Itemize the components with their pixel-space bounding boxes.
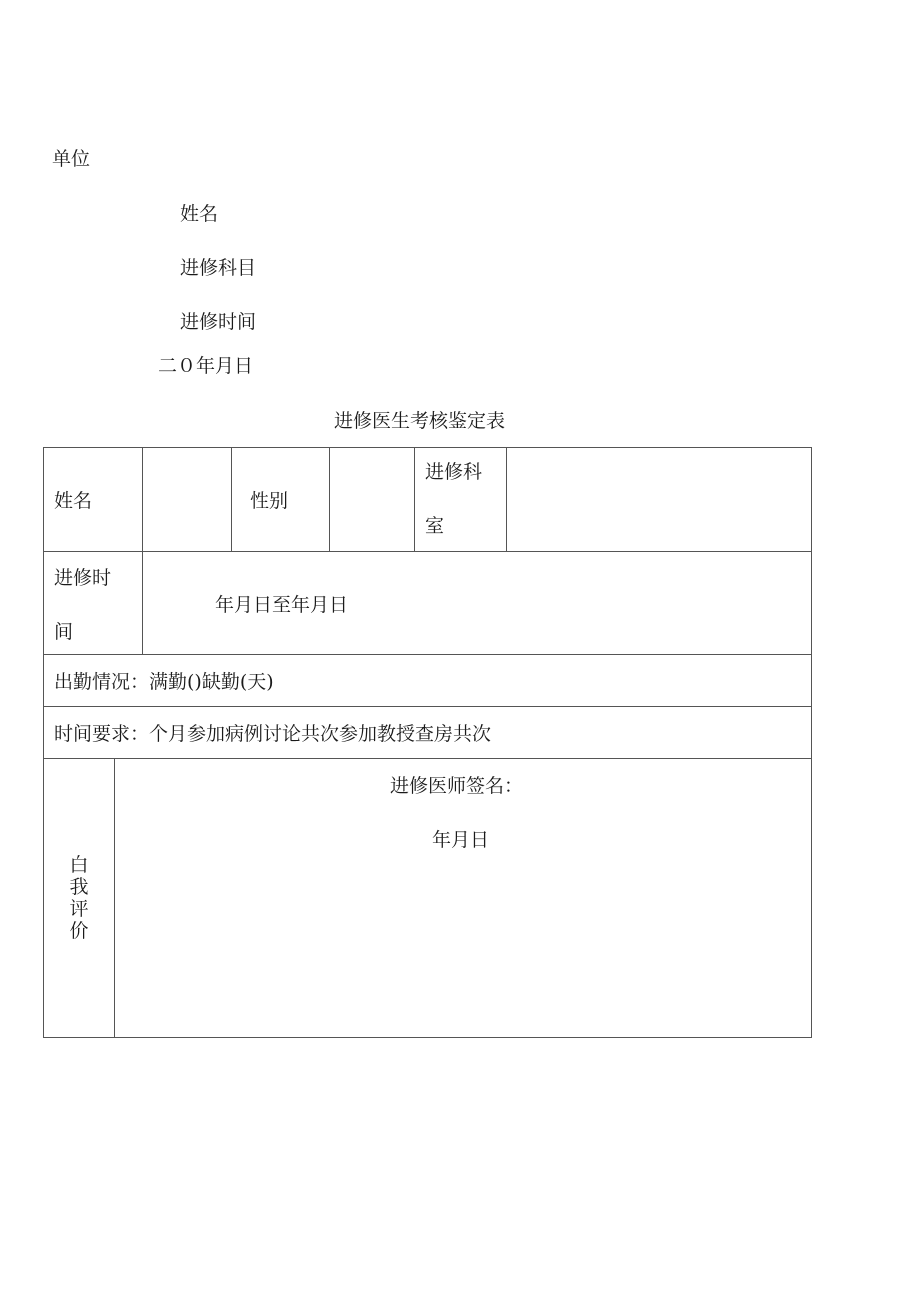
gender-value-cell[interactable] <box>330 448 415 552</box>
table-period-label-1: 进修时 <box>54 567 112 589</box>
self-eval-char-3: 评 <box>69 898 89 920</box>
period-label: 进修时间 <box>180 311 257 333</box>
table-period-label-2: 间 <box>54 621 74 643</box>
self-eval-label-cell <box>44 759 115 1038</box>
unit-label: 单位 <box>52 148 91 170</box>
row-basic-info <box>44 448 812 552</box>
signature-label: 进修医师签名： <box>390 775 524 797</box>
gender-header-cell <box>232 448 330 552</box>
dept-header-cell <box>415 448 507 552</box>
time-requirement-text: 时间要求：个月参加病例讨论共次参加教授查房共次 <box>54 723 492 745</box>
table-dept-label-2: 室 <box>425 515 445 537</box>
row-self-evaluation <box>44 759 812 1038</box>
table-name-label: 姓名 <box>54 490 93 512</box>
period-header-cell <box>44 552 143 655</box>
time-requirement-cell[interactable] <box>44 707 812 759</box>
row-time-requirement <box>44 707 812 759</box>
attendance-text: 出勤情况：满勤()缺勤(天) <box>54 671 274 693</box>
assessment-table <box>43 447 812 1038</box>
self-eval-char-1: 白 <box>69 854 89 876</box>
name-value-cell[interactable] <box>143 448 232 552</box>
row-period <box>44 552 812 655</box>
row-attendance <box>44 655 812 707</box>
name-header-cell <box>44 448 143 552</box>
period-value-cell[interactable] <box>143 552 812 655</box>
form-title: 进修医生考核鉴定表 <box>334 410 506 432</box>
self-eval-content-cell[interactable] <box>115 759 812 1038</box>
dept-value-cell[interactable] <box>507 448 812 552</box>
date-line: 二０年月日 <box>158 355 254 377</box>
self-eval-char-4: 价 <box>69 920 89 942</box>
attendance-cell[interactable] <box>44 655 812 707</box>
self-eval-label <box>44 854 114 942</box>
table-dept-label-1: 进修科 <box>425 461 483 483</box>
signature-date: 年月日 <box>432 829 490 851</box>
self-eval-char-2: 我 <box>69 876 89 898</box>
name-label: 姓名 <box>180 203 219 225</box>
subject-label: 进修科目 <box>180 257 257 279</box>
table-period-value: 年月日至年月日 <box>215 593 349 616</box>
table-gender-label: 性别 <box>250 490 289 512</box>
